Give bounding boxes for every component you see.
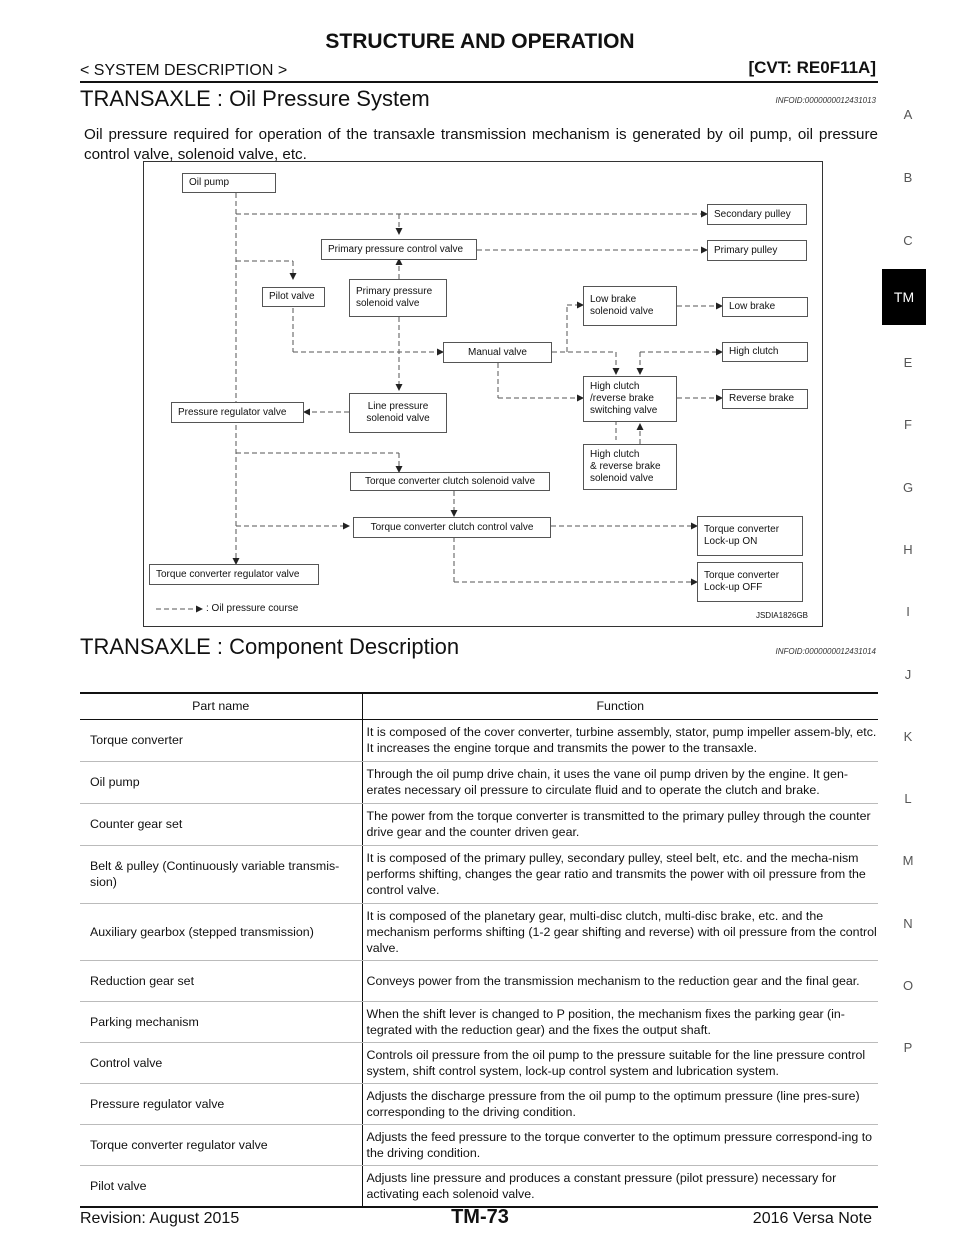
lockup-on-line-2: Lock-up ON (704, 536, 758, 547)
hc-sv-line-2: & reverse brake (590, 461, 661, 472)
secondary-pulley-label: Secondary pulley (714, 208, 791, 220)
part-name-cell: Pilot valve (80, 1165, 362, 1207)
page-title: STRUCTURE AND OPERATION (325, 30, 635, 53)
part-name-cell: Control valve (80, 1042, 362, 1083)
manual-valve-box (443, 342, 552, 363)
lockup-off-box (697, 562, 803, 602)
revision-label: Revision: August 2015 (80, 1210, 240, 1227)
part-name-cell: Counter gear set (80, 803, 362, 845)
function-cell: Controls oil pressure from the oil pump to the pressure suitable for the line pressure control system, shift control system, lock-up control system and lubrication system. (362, 1042, 878, 1083)
section-label: < SYSTEM DESCRIPTION > (80, 62, 288, 79)
pressure-regulator-valve-box (171, 402, 304, 423)
lockup-off-label (704, 570, 779, 594)
oil-pressure-section-title: TRANSAXLE : Oil Pressure System (80, 86, 430, 111)
hc-switch-line-3: switching valve (590, 405, 658, 416)
function-cell: Adjusts line pressure and produces a constant pressure (pilot pressure) necessary for activating each solenoid valve. (362, 1165, 878, 1207)
part-name-cell: Belt & pulley (Continuously variable transmis-sion) (80, 845, 362, 903)
primary-pressure-control-valve-box (321, 239, 477, 260)
primary-psv-line-2: solenoid valve (356, 298, 420, 309)
table-row (80, 719, 878, 761)
tc-regulator-valve-box (149, 564, 319, 585)
table-row (80, 1124, 878, 1165)
function-cell: It is composed of the primary pulley, secondary pulley, steel belt, etc. and the mecha-nism performs shifting, changes the gear ratio and transmits the power with oil pressure from the control valve. (362, 845, 878, 903)
table-row (80, 803, 878, 845)
oil-pump-label: Oil pump (189, 177, 230, 188)
side-index-tm-active[interactable]: TM (882, 269, 926, 325)
page-number: TM-73 (451, 1206, 509, 1228)
hc-rb-switching-valve-box (583, 376, 677, 422)
side-index-h[interactable]: H (903, 542, 913, 557)
low-brake-label: Low brake (729, 301, 776, 312)
table-row (80, 1042, 878, 1083)
side-index-i[interactable]: I (906, 604, 910, 619)
table-row (80, 1165, 878, 1207)
function-cell: When the shift lever is changed to P position, the mechanism fixes the parking gear (in-tegrated with the reduction gear) and the fixes the output shaft. (362, 1001, 878, 1042)
hc-rb-solenoid-valve-box (583, 444, 677, 490)
tcc-solenoid-valve-label: Torque converter clutch solenoid valve (364, 475, 536, 487)
high-clutch-box (722, 342, 808, 362)
oil-pressure-infoid: INFOID:0000000012431013 (775, 96, 876, 105)
table-row (80, 960, 878, 1001)
low-brake-solenoid-valve-box (583, 286, 677, 326)
side-index-p[interactable]: P (903, 1040, 913, 1055)
primary-pressure-solenoid-valve-label (356, 286, 432, 310)
primary-pulley-label: Primary pulley (714, 244, 778, 256)
oil-pump-box (182, 173, 276, 193)
primary-pulley-box (707, 240, 807, 261)
tcc-control-valve-label: Torque converter clutch control valve (370, 521, 534, 533)
figure-id: JSDIA1826GB (755, 611, 808, 620)
side-index-j[interactable]: J (904, 667, 912, 682)
table-row (80, 903, 878, 960)
hc-sv-line-3: solenoid valve (590, 473, 654, 484)
function-cell: Conveys power from the transmission mechanism to the reduction gear and the final gear. (362, 960, 878, 1001)
side-index-b[interactable]: B (903, 170, 913, 185)
function-cell: Through the oil pump drive chain, it uses the vane oil pump driven by the engine. It gen-erates necessary oil pressure to circulate fluid and to operate the clutch and brake. (362, 761, 878, 803)
component-table (80, 692, 878, 1208)
side-index-k[interactable]: K (903, 729, 913, 744)
lockup-on-label (704, 524, 779, 548)
lockup-off-line-2: Lock-up OFF (704, 582, 763, 593)
low-brake-solenoid-valve-label (590, 294, 653, 318)
model-year-label: 2016 Versa Note (752, 1210, 872, 1227)
model-label: [CVT: RE0F11A] (748, 58, 876, 77)
pilot-valve-box (262, 287, 325, 307)
primary-psv-line-1: Primary pressure (356, 286, 433, 297)
reverse-brake-label: Reverse brake (729, 393, 795, 404)
header-part-name: Part name (80, 693, 362, 719)
table-row (80, 1083, 878, 1124)
part-name-cell: Oil pump (80, 761, 362, 803)
hc-sv-line-1: High clutch (590, 449, 640, 460)
table-row (80, 1001, 878, 1042)
function-cell: It is composed of the cover converter, turbine assembly, stator, pump impeller assem-bly, etc. It increases the engine torque and transmits the power to the transaxle. (362, 719, 878, 761)
side-index-m[interactable]: M (902, 853, 914, 868)
manual-valve-label: Manual valve (468, 346, 527, 358)
tcc-control-valve-box (353, 517, 551, 538)
component-infoid: INFOID:0000000012431014 (775, 647, 876, 656)
reverse-brake-box (722, 389, 808, 409)
side-index-o[interactable]: O (902, 978, 914, 993)
hc-switch-line-1: High clutch (590, 381, 640, 392)
legend-label: : Oil pressure course (206, 603, 299, 614)
primary-pressure-solenoid-valve-box (349, 279, 447, 317)
line-pressure-solenoid-valve-box (349, 393, 447, 433)
primary-pressure-control-valve-label: Primary pressure control valve (328, 243, 464, 255)
line-pressure-solenoid-valve-label (366, 401, 429, 425)
hc-switch-line-2: /reverse brake (590, 393, 654, 404)
oil-pressure-intro: Oil pressure required for operation of the transaxle transmission mechanism is generated by oil pump, oil pressure control valve, solenoid valve, etc. (84, 126, 878, 163)
secondary-pulley-box (707, 204, 807, 225)
low-brake-box (722, 297, 808, 317)
side-index-n[interactable]: N (903, 916, 913, 931)
part-name-cell: Reduction gear set (80, 960, 362, 1001)
lockup-off-line-1: Torque converter (704, 570, 780, 581)
high-clutch-label: High clutch (729, 346, 779, 357)
line-psv-line-2: solenoid valve (366, 413, 430, 424)
component-section-title: TRANSAXLE : Component Description (80, 634, 460, 659)
low-brake-sv-line-1: Low brake (590, 294, 637, 305)
side-index-l[interactable]: L (904, 791, 912, 806)
side-index-c[interactable]: C (903, 233, 913, 248)
hc-rb-solenoid-valve-label (590, 449, 661, 485)
part-name-cell: Auxiliary gearbox (stepped transmission) (80, 903, 362, 960)
side-index-f[interactable]: F (904, 417, 912, 432)
side-index-a[interactable]: A (903, 107, 913, 122)
header-rule (80, 81, 878, 83)
part-name-cell: Pressure regulator valve (80, 1083, 362, 1124)
pilot-valve-label: Pilot valve (269, 291, 315, 302)
lockup-on-line-1: Torque converter (704, 524, 780, 535)
line-psv-line-1: Line pressure (367, 401, 429, 412)
low-brake-sv-line-2: solenoid valve (590, 306, 654, 317)
side-index-g[interactable]: G (902, 480, 914, 495)
hc-rb-switching-valve-label (590, 381, 657, 417)
header-function: Function (362, 693, 878, 719)
function-cell: Adjusts the discharge pressure from the oil pump to the optimum pressure (line pres-sure) corresponding to the driving condition. (362, 1083, 878, 1124)
table-header-row (80, 693, 878, 719)
table-row (80, 761, 878, 803)
tc-regulator-valve-label: Torque converter regulator valve (156, 568, 300, 580)
side-index-e[interactable]: E (903, 355, 913, 370)
function-cell: It is composed of the planetary gear, multi-disc clutch, multi-disc brake, etc. and the mechanism performs shifting (1-2 gear shifting and reverse) with oil pressure from the control valve. (362, 903, 878, 960)
tcc-solenoid-valve-box (350, 472, 550, 491)
lockup-on-box (697, 516, 803, 556)
pressure-regulator-valve-label: Pressure regulator valve (178, 406, 287, 418)
table-row (80, 845, 878, 903)
part-name-cell: Parking mechanism (80, 1001, 362, 1042)
oil-pressure-diagram (143, 161, 823, 627)
part-name-cell: Torque converter regulator valve (80, 1124, 362, 1165)
part-name-cell: Torque converter (80, 719, 362, 761)
function-cell: Adjusts the feed pressure to the torque converter to the optimum pressure correspond-ing to the driving condition. (362, 1124, 878, 1165)
function-cell: The power from the torque converter is transmitted to the primary pulley through the counter drive gear and the counter driven gear. (362, 803, 878, 845)
